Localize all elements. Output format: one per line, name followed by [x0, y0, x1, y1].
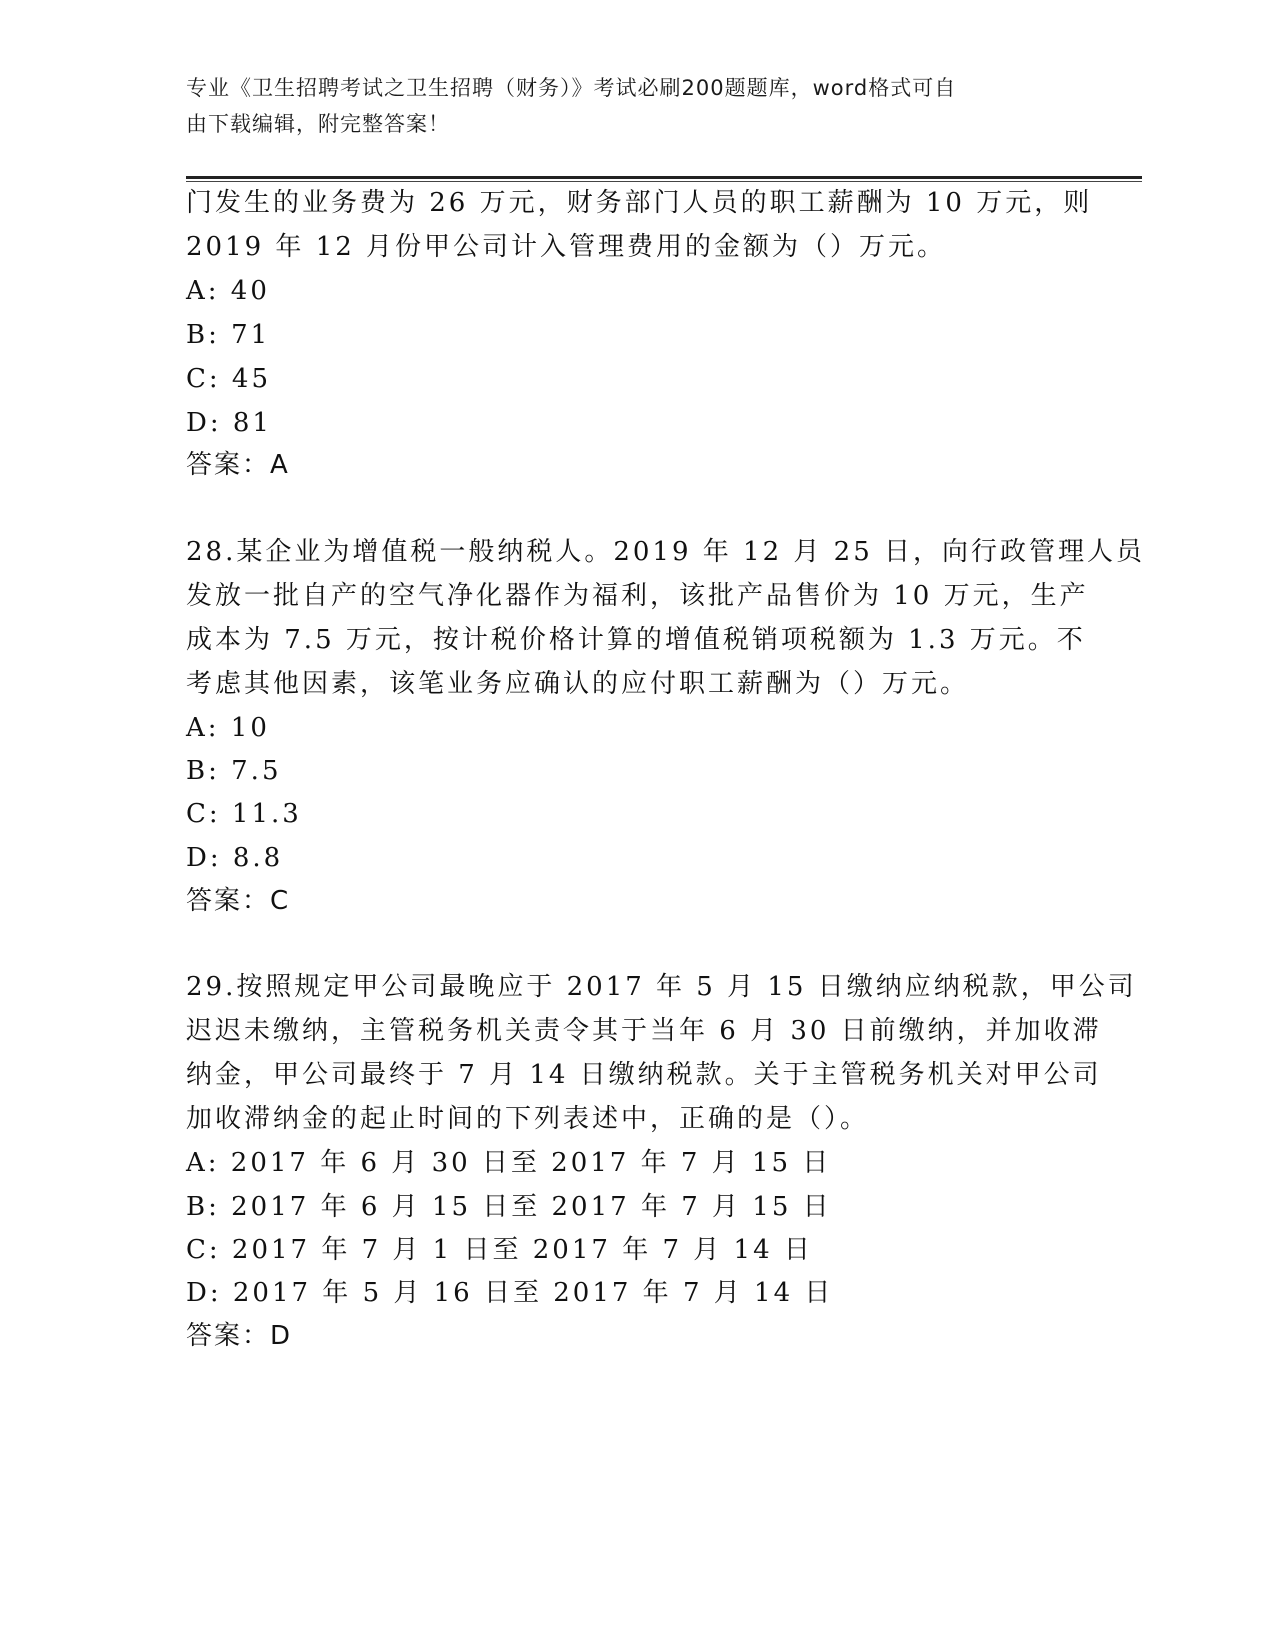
q28-text-line: 考虑其他因素，该笔业务应确认的应付职工薪酬为（）万元。: [186, 669, 970, 699]
q27-option-b: B: 71: [186, 320, 271, 350]
q28-text-line: 成本为 7.5 万元，按计税价格计算的增值税销项税额为 1.3 万元。不: [186, 625, 1086, 655]
q27-text-line: 门发生的业务费为 26 万元，财务部门人员的职工薪酬为 10 万元，则: [186, 188, 1093, 218]
q28-text-line: 发放一批自产的空气净化器作为福利，该批产品售价为 10 万元，生产: [186, 581, 1089, 611]
q29-option-d: D: 2017 年 5 月 16 日至 2017 年 7 月 14 日: [186, 1278, 834, 1308]
q29-text-line: 纳金，甲公司最终于 7 月 14 日缴纳税款。关于主管税务机关对甲公司: [186, 1060, 1102, 1090]
q29-option-c: C: 2017 年 7 月 1 日至 2017 年 7 月 14 日: [186, 1235, 813, 1265]
q29-text-line: 迟迟未缴纳，主管税务机关责令其于当年 6 月 30 日前缴纳，并加收滞: [186, 1016, 1102, 1046]
q27-option-d: D: 81: [186, 408, 272, 438]
q27-text-line: 2019 年 12 月份甲公司计入管理费用的金额为（）万元。: [186, 232, 947, 262]
header-title-line-2: 由下载编辑，附完整答案！: [186, 112, 450, 136]
header-divider-thick: [186, 176, 1142, 179]
q28-option-c: C: 11.3: [186, 799, 302, 829]
q28-text-line: 28.某企业为增值税一般纳税人。2019 年 12 月 25 日，向行政管理人员: [186, 537, 1146, 567]
q28-option-d: D: 8.8: [186, 843, 284, 873]
q27-option-c: C: 45: [186, 364, 272, 394]
q28-option-b: B: 7.5: [186, 756, 282, 786]
q28-option-a: A: 10: [186, 713, 270, 743]
q29-text-line: 29.按照规定甲公司最晚应于 2017 年 5 月 15 日缴纳应纳税款，甲公司: [186, 972, 1137, 1002]
header-title-line-1: 专业《卫生招聘考试之卫生招聘（财务）》考试必刷200题题库，word格式可自: [186, 76, 957, 100]
q29-option-a: A: 2017 年 6 月 30 日至 2017 年 7 月 15 日: [186, 1148, 832, 1178]
q29-text-line: 加收滞纳金的起止时间的下列表述中，正确的是（）。: [186, 1104, 870, 1134]
document-header: [186, 70, 1066, 142]
q29-option-b: B: 2017 年 6 月 15 日至 2017 年 7 月 15 日: [186, 1192, 832, 1222]
q29-answer: 答案：D: [186, 1321, 293, 1351]
q27-option-a: A: 40: [186, 276, 270, 306]
q27-answer: 答案：A: [186, 450, 290, 480]
header-divider-thin: [186, 181, 1142, 182]
q28-answer: 答案：C: [186, 886, 291, 916]
